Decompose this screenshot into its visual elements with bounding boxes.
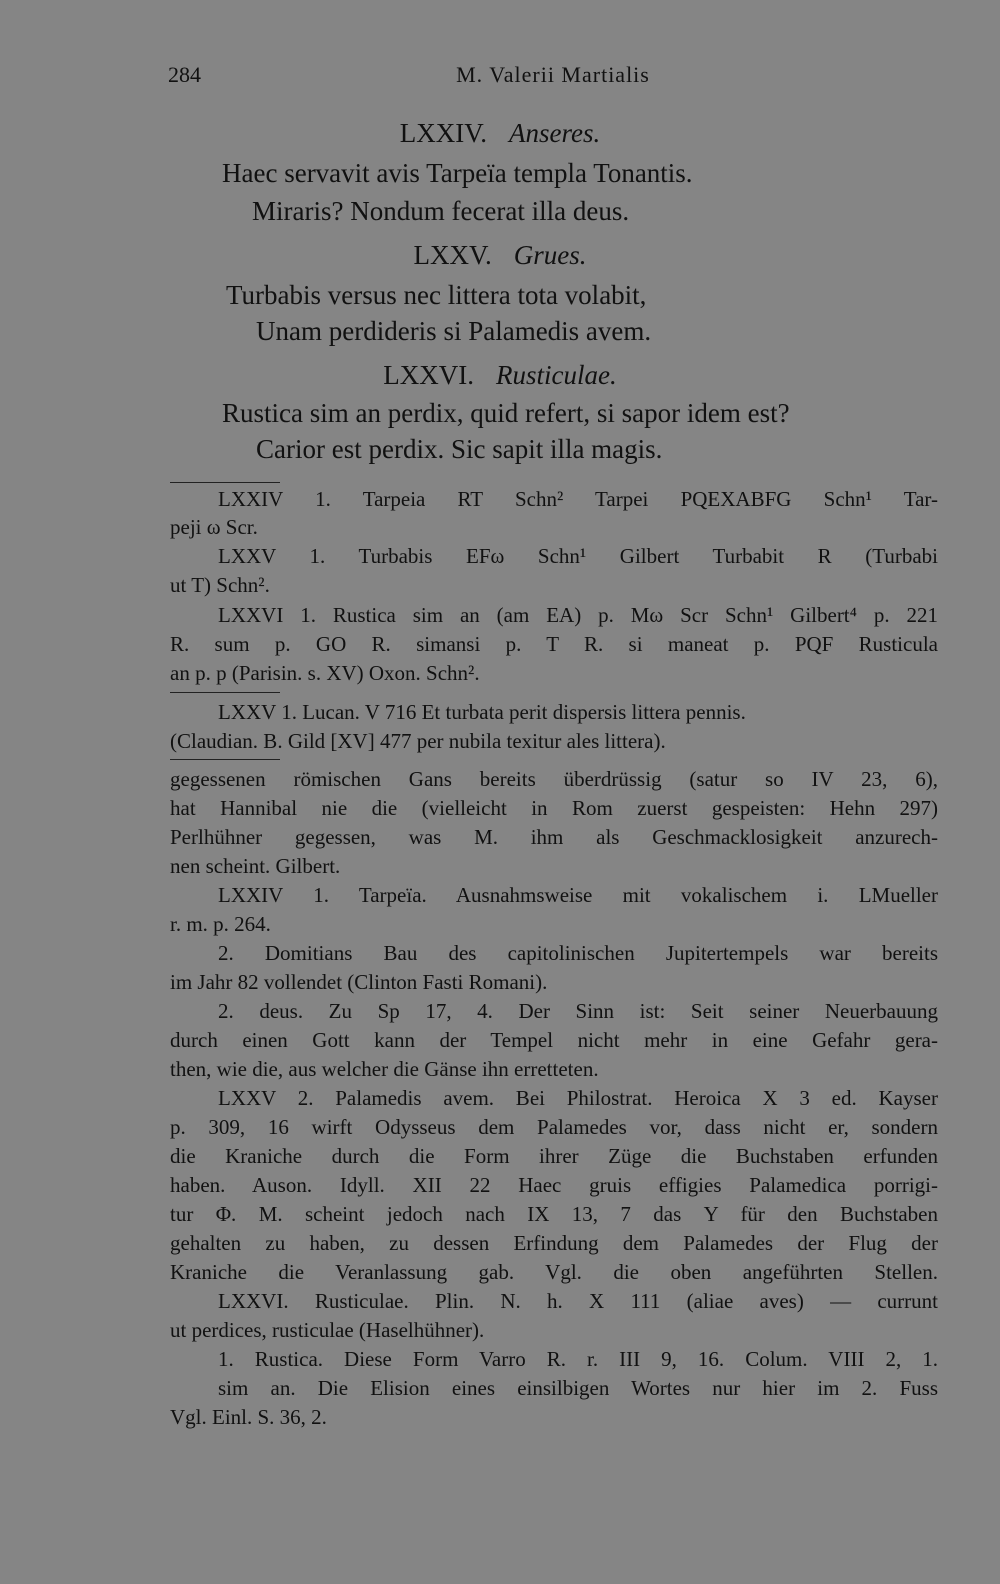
commentary-line: 2. deus. Zu Sp 17, 4. Der Sinn ist: Seit seiner Neuerbauung xyxy=(218,999,938,1023)
separator-rule xyxy=(170,482,280,483)
poem-heading: LXXVI. Rusticulae. xyxy=(383,360,617,390)
commentary-line: Kraniche die Veranlassung gab. Vgl. die oben angeführten Stellen. xyxy=(170,1260,938,1284)
commentary-line: Perlhühner gegessen, was M. ihm als Geschmacklosigkeit anzurech- xyxy=(170,825,938,849)
commentary-line: sim an. Die Elision eines einsilbigen Wortes nur hier im 2. Fuss xyxy=(218,1376,938,1400)
verse-line: Turbabis versus nec littera tota volabit, xyxy=(226,280,647,310)
verse-line: Unam perdideris si Palamedis avem. xyxy=(256,316,652,346)
poem-heading: LXXV. Grues. xyxy=(413,240,587,270)
commentary-line: LXXIV 1. Tarpeïa. Ausnahmsweise mit vokalischem i. LMueller xyxy=(218,883,938,907)
commentary-line: LXXV 2. Palamedis avem. Bei Philostrat. Heroica X 3 ed. Kayser xyxy=(218,1086,938,1110)
commentary-line: 2. Domitians Bau des capitolinischen Jupitertempels war bereits xyxy=(218,941,938,965)
testimonia-line: (Claudian. B. Gild [XV] 477 per nubila texitur ales littera). xyxy=(170,729,666,753)
commentary-line: Vgl. Einl. S. 36, 2. xyxy=(170,1405,327,1429)
verse-line: Miraris? Nondum fecerat illa deus. xyxy=(252,196,630,226)
apparatus-line: LXXVI 1. Rustica sim an (am EA) p. Mω Scr Schn¹ Gilbert⁴ p. 221 xyxy=(218,603,938,627)
commentary-line: LXXVI. Rusticulae. Plin. N. h. X 111 (aliae aves) — currunt xyxy=(218,1289,938,1313)
testimonia-line: LXXV 1. Lucan. V 716 Et turbata perit dispersis littera pennis. xyxy=(218,700,746,724)
separator-rule xyxy=(170,759,280,760)
verse-line: Haec servavit avis Tarpeïa templa Tonantis. xyxy=(222,158,693,188)
commentary-line: gegessenen römischen Gans bereits überdrüssig (satur so IV 23, 6), xyxy=(170,767,938,791)
commentary-line: hat Hannibal nie die (vielleicht in Rom zuerst gespeisten: Hehn 297) xyxy=(170,796,938,820)
apparatus-line: peji ω Scr. xyxy=(170,515,258,539)
apparatus-line: LXXIV 1. Tarpeia RT Schn² Tarpei PQEXABFG Schn¹ Tar- xyxy=(218,487,938,511)
page-number: 284 xyxy=(168,62,201,87)
apparatus-line: R. sum p. GO R. simansi p. T R. si maneat p. PQF Rusticula xyxy=(170,632,938,656)
commentary-line: gehalten zu haben, zu dessen Erfindung dem Palamedes der Flug der xyxy=(170,1231,938,1255)
apparatus-line: ut T) Schn². xyxy=(170,573,270,597)
apparatus-line: LXXV 1. Turbabis EFω Schn¹ Gilbert Turbabit R (Turbabi xyxy=(218,544,938,568)
commentary-line: im Jahr 82 vollendet (Clinton Fasti Romani). xyxy=(170,970,548,994)
commentary-line: ut perdices, rusticulae (Haselhühner). xyxy=(170,1318,485,1342)
commentary-line: die Kraniche durch die Form ihrer Züge die Buchstaben erfunden xyxy=(170,1144,938,1168)
separator-rule xyxy=(170,692,280,693)
page-header xyxy=(168,62,938,92)
commentary-line: p. 309, 16 wirft Odysseus dem Palamedes vor, dass nicht er, sondern xyxy=(170,1115,938,1139)
commentary-line: tur Φ. M. scheint jedoch nach IX 13, 7 das Υ für den Buchstaben xyxy=(170,1202,938,1226)
commentary-line: nen scheint. Gilbert. xyxy=(170,854,341,878)
verse-line: Rustica sim an perdix, quid refert, si sapor idem est? xyxy=(222,398,790,428)
poem-heading: LXXIV. Anseres. xyxy=(399,118,601,148)
apparatus-line: an p. p (Parisin. s. XV) Oxon. Schn². xyxy=(170,661,480,685)
verse-line: Carior est perdix. Sic sapit illa magis. xyxy=(256,434,663,464)
running-title: M. Valerii Martialis xyxy=(456,62,650,87)
commentary-line: haben. Auson. Idyll. XII 22 Haec gruis effigies Palamedica porrigi- xyxy=(170,1173,938,1197)
commentary-line: durch einen Gott kann der Tempel nicht mehr in eine Gefahr gera- xyxy=(170,1028,938,1052)
commentary-line: r. m. p. 264. xyxy=(170,912,271,936)
commentary-line: 1. Rustica. Diese Form Varro R. r. III 9, 16. Colum. VIII 2, 1. xyxy=(218,1347,938,1371)
commentary-line: then, wie die, aus welcher die Gänse ihn erretteten. xyxy=(170,1057,599,1081)
